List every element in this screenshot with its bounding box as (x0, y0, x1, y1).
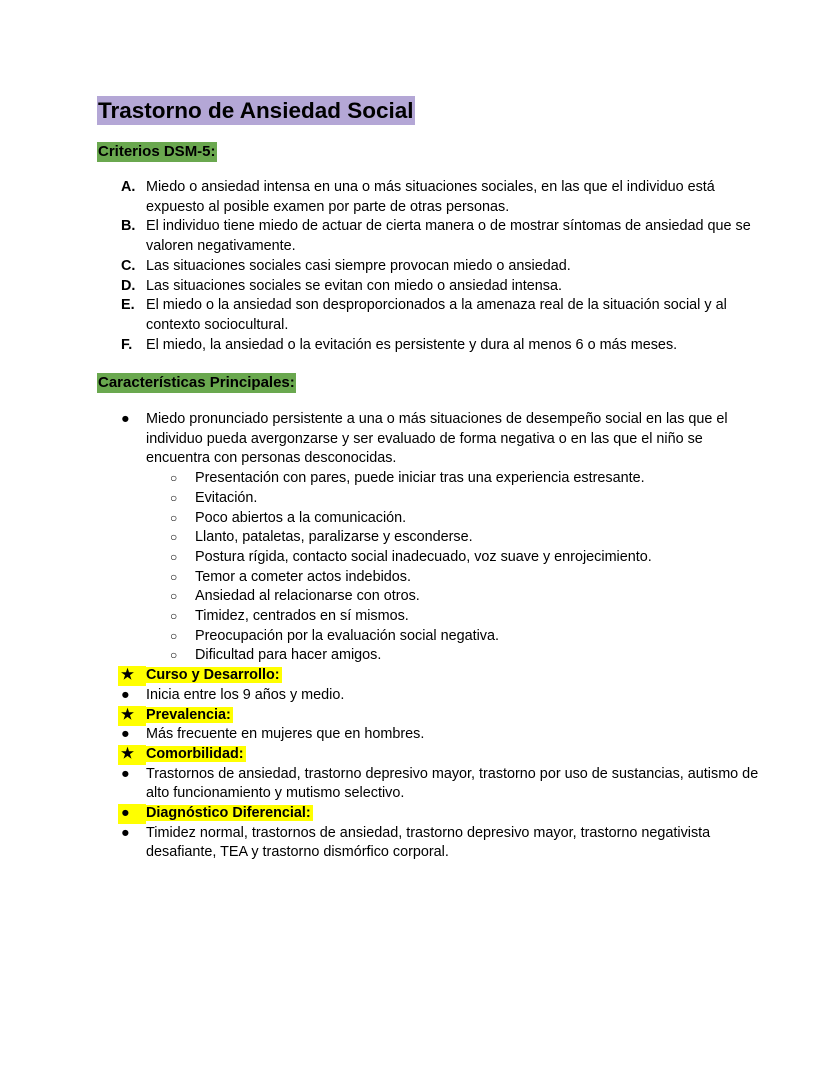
criteria-text: El individuo tiene miedo de actuar de cierta manera o de mostrar síntomas de ansiedad que se valoren negativamente. (146, 218, 751, 255)
criteria-letter: A. (121, 179, 136, 195)
sub-bullet-text: Ansiedad al relacionarse con otros. (195, 588, 420, 605)
sub-list-item (0, 607, 775, 627)
section-label: Prevalencia: (146, 706, 231, 723)
bullet-icon: ● (121, 824, 130, 841)
star-icon: ★ (121, 745, 134, 762)
sub-list-item (0, 469, 775, 489)
circle-bullet-icon: ○ (170, 628, 178, 643)
page-title: Trastorno de Ansiedad Social (98, 98, 414, 123)
sub-list-item (0, 646, 775, 666)
criteria-text: El miedo o la ansiedad son desproporcionados a la amenaza real de la situación social y al contexto sociocultural. (146, 297, 727, 333)
criteria-letter: B. (121, 218, 136, 235)
criteria-list (0, 178, 828, 355)
criteria-letter: D. (121, 277, 136, 294)
criteria-item (0, 277, 762, 297)
star-icon: ★ (121, 667, 134, 684)
list-item (0, 686, 762, 706)
section-heading-prevalence (0, 706, 762, 726)
criteria-item (0, 178, 762, 217)
criteria-text: Las situaciones sociales se evitan con miedo o ansiedad intensa. (146, 277, 562, 294)
bullet-icon: ● (121, 411, 130, 427)
sub-bullet-text: Preocupación por la evaluación social negativa. (195, 627, 499, 644)
section-label: Diagnóstico Diferencial: (146, 805, 311, 822)
criteria-item (0, 296, 762, 335)
criteria-letter: F. (121, 336, 133, 353)
bullet-icon: ● (121, 805, 130, 822)
section-label: Curso y Desarrollo: (146, 667, 280, 684)
main-bullet-text: Miedo pronunciado persistente a una o más situaciones de desempeño social en las que el individuo pueda avergonzarse y ser evaluado de forma negativa o en las que el niño se encuentra con personas desconocidas. (146, 411, 728, 467)
section-heading-differential (0, 804, 762, 824)
circle-bullet-icon: ○ (170, 648, 178, 663)
sub-bullet-text: Llanto, pataletas, paralizarse y esconderse. (195, 529, 473, 546)
section-label: Comorbilidad: (146, 745, 244, 762)
circle-bullet-icon: ○ (170, 609, 178, 624)
features-heading: Características Principales: (98, 374, 295, 391)
section-text: Inicia entre los 9 años y medio. (146, 686, 345, 703)
sub-list-item (0, 548, 775, 568)
criteria-letter: E. (121, 297, 135, 314)
section-heading-comorbidity (0, 745, 762, 765)
sub-bullet-text: Poco abiertos a la comunicación. (195, 509, 407, 526)
criteria-text: Miedo o ansiedad intensa en una o más situaciones sociales, en las que el individuo está expuesto al posible examen por parte de otras personas. (146, 179, 715, 215)
sub-bullet-text: Presentación con pares, puede iniciar tras una experiencia estresante. (195, 470, 645, 487)
criteria-item (0, 217, 762, 256)
sub-list-item (0, 627, 775, 647)
sub-list-item (0, 489, 775, 509)
circle-bullet-icon: ○ (170, 471, 178, 486)
circle-bullet-icon: ○ (170, 510, 178, 525)
section-heading-course (0, 666, 762, 686)
features-list (0, 410, 828, 863)
sub-bullet-text: Evitación. (195, 489, 258, 506)
criteria-text: Las situaciones sociales casi siempre provocan miedo o ansiedad. (146, 257, 571, 274)
circle-bullet-icon: ○ (170, 569, 178, 584)
sub-list-item (0, 509, 775, 529)
circle-bullet-icon: ○ (170, 549, 178, 564)
list-item (0, 410, 762, 469)
section-text: Más frecuente en mujeres que en hombres. (146, 726, 425, 743)
bullet-icon: ● (121, 686, 130, 703)
sub-list-item (0, 528, 775, 548)
circle-bullet-icon: ○ (170, 530, 178, 545)
bullet-icon: ● (121, 765, 130, 782)
criteria-heading: Criterios DSM-5: (98, 143, 216, 160)
sub-bullet-text: Postura rígida, contacto social inadecuado, voz suave y enrojecimiento. (195, 548, 652, 565)
sub-bullet-text: Dificultad para hacer amigos. (195, 647, 382, 664)
circle-bullet-icon: ○ (170, 589, 178, 604)
sub-bullet-text: Temor a cometer actos indebidos. (195, 568, 411, 585)
sub-list-item (0, 587, 775, 607)
criteria-text: El miedo, la ansiedad o la evitación es persistente y dura al menos 6 o más meses. (146, 336, 678, 353)
star-icon: ★ (121, 706, 134, 723)
list-item (0, 824, 762, 863)
bullet-icon: ● (121, 726, 130, 743)
circle-bullet-icon: ○ (170, 490, 178, 505)
sub-bullet-text: Timidez, centrados en sí mismos. (195, 608, 409, 625)
criteria-item (0, 336, 762, 356)
criteria-item (0, 257, 762, 277)
section-text: Trastornos de ansiedad, trastorno depresivo mayor, trastorno por uso de sustancias, autismo de alto funcionamiento y mutismo selectivo. (146, 765, 759, 802)
list-item (0, 725, 762, 745)
list-item (0, 765, 762, 804)
criteria-letter: C. (121, 257, 136, 274)
sub-list-item (0, 568, 775, 588)
section-text: Timidez normal, trastornos de ansiedad, trastorno depresivo mayor, trastorno negativista desafiante, TEA y trastorno dismórfico corporal. (146, 824, 711, 861)
